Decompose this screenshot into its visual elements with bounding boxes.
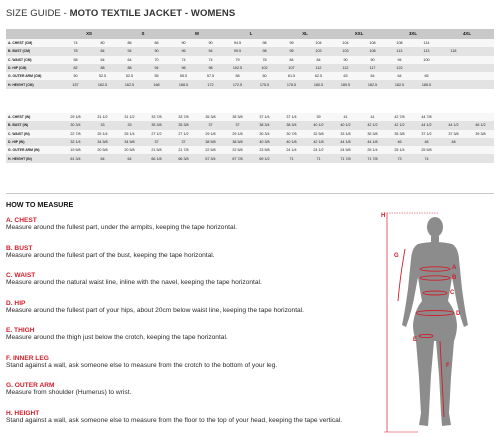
table-cell: 44 7/8: [413, 113, 440, 121]
table-cell: 117: [359, 64, 386, 72]
table-cell: 20 5/8: [89, 146, 116, 154]
table-cell: 37 1/4: [278, 113, 305, 121]
table-cell: 44 1/2: [440, 121, 467, 129]
table-cell: 168.5: [170, 80, 197, 88]
table-cell: 100: [413, 56, 440, 64]
measure-item: [6, 327, 366, 342]
table-cell: [467, 146, 494, 154]
table-cell: [467, 39, 494, 47]
table-cell: 37: [143, 138, 170, 146]
table-cell: [467, 72, 494, 80]
table-cell: 42 1/2: [386, 121, 413, 129]
row-label: H. HEIGHT (CM): [6, 80, 62, 88]
table-cell: 21 7/8: [170, 146, 197, 154]
table-row: [6, 154, 494, 162]
measure-item: [6, 355, 366, 370]
measure-item: [6, 217, 366, 232]
table-cell: 108: [359, 39, 386, 47]
table-cell: [467, 80, 494, 88]
table-cell: 20 5/8: [116, 146, 143, 154]
table-cell: 180.5: [332, 80, 359, 88]
table-cell: 42 7/8: [386, 113, 413, 121]
table-cell: 60: [251, 72, 278, 80]
table-cell: 44 1/8: [332, 138, 359, 146]
row-label: H. HEIGHT (IN): [6, 154, 62, 162]
table-cell: 112: [305, 64, 332, 72]
table-cell: [440, 72, 467, 80]
measure-description: Stand against a wall, ask someone else to measure from the floor to the top of your head, keeping the tape vertical.: [6, 416, 343, 424]
table-cell: [413, 64, 440, 72]
table-cell: [440, 80, 467, 88]
measure-title: A. CHEST: [6, 217, 37, 224]
table-cell: 103: [305, 47, 332, 55]
table-cell: 61 3/4: [62, 154, 89, 162]
table-cell: 94.5: [224, 39, 251, 47]
table-cell: 37 3/8: [440, 130, 467, 138]
table-cell: 32 1/4: [62, 138, 89, 146]
table-cell: 64: [116, 154, 143, 162]
table-cell: 57.5: [197, 72, 224, 80]
table-cell: 99.5: [224, 47, 251, 55]
size-header-cell: XS: [62, 29, 116, 39]
table-cell: 63: [332, 72, 359, 80]
table-cell: 52.5: [89, 72, 116, 80]
measure-title: D. HIP: [6, 299, 26, 307]
size-header-cell: 3XL: [386, 29, 440, 39]
table-cell: 58: [62, 56, 89, 64]
how-to-measure-heading: HOW TO MEASURE: [6, 200, 74, 209]
row-label: G. OUTER ARM (CM): [6, 72, 62, 80]
table-row: [6, 64, 494, 72]
table-cell: 38 3/4: [278, 121, 305, 129]
row-label: A. CHEST (CM): [6, 39, 62, 47]
size-header-cell: 4XL: [440, 29, 494, 39]
table-cell: 35 3/8: [224, 113, 251, 121]
table-row: [6, 47, 494, 55]
table-cell: 84: [89, 47, 116, 55]
table-cell: 46 1/2: [467, 121, 494, 129]
table-cell: 39: [305, 113, 332, 121]
table-cell: 80: [89, 39, 116, 47]
table-cell: 172: [197, 80, 224, 88]
table-cell: 69 1/2: [251, 154, 278, 162]
table-cell: 94: [116, 47, 143, 55]
table-cell: 71 7/8: [359, 154, 386, 162]
table-cell: 37: [170, 138, 197, 146]
table-cell: 44 1/8: [359, 138, 386, 146]
table-cell: 90: [332, 56, 359, 64]
table-row: [6, 39, 494, 47]
table-row: [6, 56, 494, 64]
table-cell: 42 1/2: [359, 121, 386, 129]
table-cell: 78: [62, 47, 89, 55]
measure-item: [6, 410, 366, 425]
measure-description: Stand against a wall, ask someone else to measure from the crotch to the bottom of your leg.: [6, 361, 278, 369]
table-row: [6, 121, 494, 129]
table-cell: 25 5/8: [413, 146, 440, 154]
table-cell: 67 3/4: [197, 154, 224, 162]
table-cell: 46: [413, 138, 440, 146]
table-cell: 62.5: [305, 72, 332, 80]
measure-description: Measure around the fullest part of the bust, keeping the tape horizontal.: [6, 251, 215, 259]
table-cell: 98: [251, 47, 278, 55]
size-header-cell: XXL: [332, 29, 386, 39]
table-cell: 24 1/2: [305, 146, 332, 154]
table-cell: 33: [116, 121, 143, 129]
table-cell: 71 7/8: [332, 154, 359, 162]
table-cell: 35 3/8: [359, 130, 386, 138]
table-row: [6, 113, 494, 121]
table-cell: 102: [251, 64, 278, 72]
table-row: [6, 138, 494, 146]
table-cell: 52.5: [116, 72, 143, 80]
measure-description: Measure from shoulder (Humerus) to wrist.: [6, 389, 132, 396]
female-silhouette-illustration: [378, 207, 493, 436]
table-cell: 38 5/8: [197, 138, 224, 146]
size-table-in: [6, 113, 494, 163]
row-label: C. WAIST (CM): [6, 56, 62, 64]
table-cell: 73: [386, 154, 413, 162]
table-cell: 40 1/8: [278, 138, 305, 146]
table-cell: 74: [197, 56, 224, 64]
table-cell: 104: [332, 39, 359, 47]
page-title: [6, 8, 235, 19]
table-cell: 180.5: [305, 80, 332, 88]
table-cell: [467, 47, 494, 55]
table-cell: [440, 146, 467, 154]
size-header-cell: L: [224, 29, 278, 39]
row-label: B. BUST (CM): [6, 47, 62, 55]
table-cell: 35 3/8: [386, 130, 413, 138]
label-e: E: [413, 337, 418, 343]
table-cell: 98: [197, 64, 224, 72]
table-cell: [440, 64, 467, 72]
table-cell: 25 1/4: [89, 130, 116, 138]
table-cell: 64: [359, 72, 386, 80]
table-cell: [440, 39, 467, 47]
table-cell: 98: [170, 64, 197, 72]
measure-description: Measure around the fullest part of your hips, about 20cm below waist line, keeping the tape horizontal.: [6, 306, 304, 314]
table-cell: 25 1/4: [359, 146, 386, 154]
body-measurement-figure: [378, 207, 493, 436]
table-cell: 37: [197, 121, 224, 129]
divider: [6, 193, 494, 194]
table-cell: 102.5: [224, 64, 251, 72]
measure-description: Measure around the fullest part, under the armpits, keeping the tape horizontal.: [6, 224, 237, 231]
table-cell: 55.5: [170, 72, 197, 80]
table-cell: 182.5: [359, 80, 386, 88]
table-cell: 79: [224, 56, 251, 64]
table-cell: 30 7/8: [278, 130, 305, 138]
table-cell: 25 1/4: [116, 130, 143, 138]
table-cell: 41: [332, 113, 359, 121]
row-label: D. HIP (CM): [6, 64, 62, 72]
table-cell: 90: [143, 47, 170, 55]
table-cell: 31 1/2: [116, 113, 143, 121]
table-cell: 74: [170, 56, 197, 64]
label-f: F: [446, 363, 450, 369]
table-cell: 29 1/8: [197, 130, 224, 138]
table-cell: 22 5/8: [197, 146, 224, 154]
table-cell: [440, 154, 467, 162]
body-silhouette: [402, 217, 468, 426]
measure-title: E. THIGH: [6, 327, 35, 334]
table-cell: 65: [413, 72, 440, 80]
table-cell: 24 1/4: [278, 146, 305, 154]
table-cell: 48: [440, 138, 467, 146]
table-cell: 78: [251, 56, 278, 64]
table-cell: 88: [89, 64, 116, 72]
table-row: [6, 80, 494, 88]
table-cell: 103: [332, 47, 359, 55]
size-header-blank: [6, 29, 62, 39]
table-cell: 175.5: [251, 80, 278, 88]
table-cell: 37: [224, 121, 251, 129]
table-cell: 38 5/8: [224, 138, 251, 146]
table-cell: 71: [305, 154, 332, 162]
table-cell: 30 3/4: [62, 121, 89, 129]
size-header-row: [6, 29, 494, 39]
measure-item: [6, 245, 366, 260]
table-cell: 176.5: [278, 80, 305, 88]
table-cell: 33 7/8: [143, 113, 170, 121]
table-cell: 46: [386, 138, 413, 146]
table-cell: [467, 64, 494, 72]
table-cell: 118: [440, 47, 467, 55]
table-cell: [467, 154, 494, 162]
measure-title: G. OUTER ARM: [6, 382, 55, 389]
table-cell: 71: [278, 154, 305, 162]
table-cell: 168: [143, 80, 170, 88]
table-cell: 19 5/8: [62, 146, 89, 154]
table-cell: 74: [62, 39, 89, 47]
table-cell: 22 5/8: [224, 146, 251, 154]
table-cell: 82: [62, 64, 89, 72]
table-cell: 39 3/8: [467, 130, 494, 138]
title-main: MOTO TEXTILE JACKET - WOMENS: [69, 8, 236, 19]
table-cell: 94: [386, 56, 413, 64]
table-cell: 107: [278, 64, 305, 72]
outer-arm-line: [398, 249, 405, 301]
table-cell: [467, 113, 494, 121]
table-cell: 44 1/2: [413, 121, 440, 129]
measure-title: H. HEIGHT: [6, 409, 40, 417]
table-cell: 185.5: [413, 80, 440, 88]
table-cell: 22 7/8: [62, 130, 89, 138]
table-cell: 104: [305, 39, 332, 47]
table-cell: 67 7/8: [224, 154, 251, 162]
measure-item: [6, 382, 366, 397]
table-cell: 24 5/8: [332, 146, 359, 154]
table-cell: 29 1/8: [224, 130, 251, 138]
measure-title: C. WAIST: [6, 272, 36, 279]
row-label: C. WAIST (IN): [6, 130, 62, 138]
table-cell: 162.5: [116, 80, 143, 88]
table-cell: 30 3/4: [251, 130, 278, 138]
table-cell: 40 3/8: [251, 138, 278, 146]
table-cell: 99: [278, 39, 305, 47]
table-cell: 90: [359, 56, 386, 64]
table-cell: 113: [386, 47, 413, 55]
table-cell: 64: [89, 154, 116, 162]
label-c: C: [450, 290, 455, 296]
label-d: D: [456, 311, 461, 317]
table-cell: 64: [116, 56, 143, 64]
table-cell: 21 5/8: [143, 146, 170, 154]
table-cell: 27 1/2: [170, 130, 197, 138]
label-h: H: [381, 213, 386, 219]
table-cell: 34 5/8: [116, 138, 143, 146]
table-cell: [467, 138, 494, 146]
table-cell: 33 1/8: [332, 130, 359, 138]
table-cell: 112: [332, 64, 359, 72]
row-label: B. BUST (IN): [6, 121, 62, 129]
size-header-cell: M: [170, 29, 224, 39]
table-cell: 172.5: [224, 80, 251, 88]
table-cell: 31 1/2: [89, 113, 116, 121]
table-cell: 41: [359, 113, 386, 121]
table-cell: 122: [386, 64, 413, 72]
measure-item: [6, 300, 366, 315]
table-cell: 40 1/2: [305, 121, 332, 129]
table-cell: 86: [116, 39, 143, 47]
table-cell: 84: [278, 56, 305, 64]
table-cell: 27 1/2: [143, 130, 170, 138]
table-cell: 35 3/8: [170, 121, 197, 129]
title-prefix: SIZE GUIDE -: [6, 8, 70, 19]
table-cell: 33: [89, 121, 116, 129]
table-cell: 50: [62, 72, 89, 80]
table-cell: 74: [413, 154, 440, 162]
table-cell: 38 3/4: [251, 121, 278, 129]
table-cell: 114: [413, 39, 440, 47]
row-label: G. OUTER ARM (IN): [6, 146, 62, 154]
label-g: G: [394, 253, 399, 259]
table-cell: 95: [278, 47, 305, 55]
size-header-cell: XL: [278, 29, 332, 39]
table-cell: 37 1/4: [251, 113, 278, 121]
table-cell: 64: [386, 72, 413, 80]
measure-item: [6, 272, 366, 287]
table-cell: 35 3/8: [197, 113, 224, 121]
size-table-cm: [6, 29, 494, 89]
table-cell: 113: [413, 47, 440, 55]
table-cell: [440, 56, 467, 64]
table-row: [6, 130, 494, 138]
table-cell: 108: [386, 39, 413, 47]
table-cell: 108: [359, 47, 386, 55]
table-cell: 64: [89, 56, 116, 64]
table-cell: 162.5: [89, 80, 116, 88]
table-cell: 94: [143, 64, 170, 72]
table-cell: 98: [251, 39, 278, 47]
measure-title: B. BUST: [6, 244, 33, 252]
table-cell: 33 7/8: [170, 113, 197, 121]
table-cell: [467, 56, 494, 64]
table-cell: 25 1/4: [386, 146, 413, 154]
measure-title: F. INNER LEG: [6, 354, 49, 362]
table-cell: 66 3/8: [170, 154, 197, 162]
table-cell: 157: [62, 80, 89, 88]
table-cell: 96: [170, 47, 197, 55]
table-row: [6, 72, 494, 80]
table-cell: 55: [143, 72, 170, 80]
table-row: [6, 146, 494, 154]
table-cell: 84: [305, 56, 332, 64]
table-cell: 40 1/2: [332, 121, 359, 129]
size-header-cell: S: [116, 29, 170, 39]
table-cell: 29 1/8: [62, 113, 89, 121]
table-cell: 37 1/2: [413, 130, 440, 138]
table-cell: 94: [197, 47, 224, 55]
row-label: D. HIP (IN): [6, 138, 62, 146]
row-label: A. CHEST (IN): [6, 113, 62, 121]
measure-description: Measure around the thigh just below the crotch, keeping the tape horizontal.: [6, 334, 228, 341]
table-cell: 66 1/8: [143, 154, 170, 162]
table-cell: 90: [197, 39, 224, 47]
table-cell: 58: [224, 72, 251, 80]
table-cell: 70: [143, 56, 170, 64]
table-cell: 34 5/8: [89, 138, 116, 146]
table-cell: 35 3/8: [143, 121, 170, 129]
table-cell: 32 5/8: [305, 130, 332, 138]
table-cell: 86: [143, 39, 170, 47]
label-a: A: [452, 265, 457, 271]
table-cell: 61.5: [278, 72, 305, 80]
table-cell: 88: [116, 64, 143, 72]
measure-description: Measure around the natural waist line, inline with the navel, keeping the tape horizontal.: [6, 279, 262, 286]
table-cell: 182.5: [386, 80, 413, 88]
label-b: B: [452, 275, 457, 281]
table-cell: 42 1/8: [305, 138, 332, 146]
table-cell: [440, 113, 467, 121]
table-cell: 90: [170, 39, 197, 47]
table-cell: 23 5/8: [251, 146, 278, 154]
